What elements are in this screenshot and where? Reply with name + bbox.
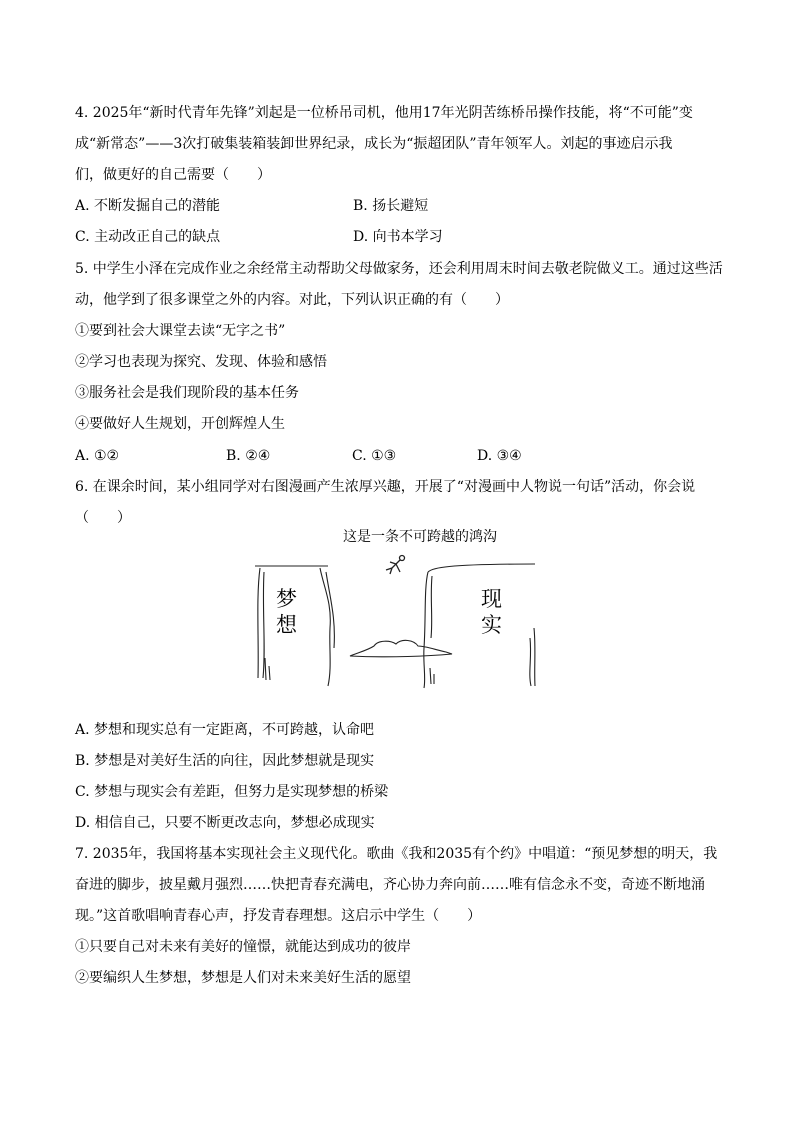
q5-option-a[interactable]: A. ①② [75,448,120,464]
cartoon-caption: 这是一条不可跨越的鸿沟 [343,529,497,545]
q4-options-row-1 [75,197,429,215]
cartoon-figure [250,528,550,693]
q4-option-a[interactable]: A. 不断发掘自己的潜能 [75,198,221,214]
q7-statement-2: ②要编织人生梦想，梦想是人们对未来美好生活的愿望 [75,970,411,986]
q6-stem-line-2: （ ） [75,510,131,526]
q5-stem-line-2: 动，他学到了很多课堂之外的内容。对此，下列认识正确的有（ ） [75,292,509,308]
cartoon-left-label [276,586,297,638]
right-cliff [424,564,535,688]
q6-option-b[interactable]: B. 梦想是对美好生活的向往，因此梦想就是现实 [75,753,375,769]
q6-option-d[interactable]: D. 相信自己，只要不断更改志向，梦想必成现实 [75,815,375,831]
q4-stem-line-1: 4. 2025年“新时代青年先锋”刘起是一位桥吊司机，他用17年光阴苦练桥吊操作技能，将“不可能”变 [75,105,693,121]
dream-char-1: 梦 [276,587,297,611]
q5-options-row [75,447,535,465]
q5-statement-4: ④要做好人生规划，开创辉煌人生 [75,416,285,432]
dream-char-2: 想 [276,613,297,637]
q4-option-b[interactable]: B. 扬长避短 [353,198,429,214]
q4-options-row-2 [75,228,443,246]
q7-stem-line-3: 现。”这首歌唱响青春心声，抒发青春理想。这启示中学生（ ） [75,908,482,924]
q5-statement-3: ③服务社会是我们现阶段的基本任务 [75,385,299,401]
q5-option-b[interactable]: B. ②④ [226,448,271,464]
cloud [350,640,452,656]
q6-option-a[interactable]: A. 梦想和现实总有一定距离，不可跨越，认命吧 [75,722,375,738]
jumping-figure [386,556,405,575]
q5-statement-1: ①要到社会大课堂去读“无字之书” [75,323,286,339]
q7-stem-line-1: 7. 2035年，我国将基本实现社会主义现代化。歌曲《我和2035有个约》中唱道：“预见梦想的明天，我 [75,846,718,862]
q5-statement-2: ②学习也表现为探究、发现、体验和感悟 [75,354,327,370]
q4-option-c[interactable]: C. 主动改正自己的缺点 [75,229,221,245]
q6-stem-line-1: 6. 在课余时间，某小组同学对右图漫画产生浓厚兴趣，开展了“对漫画中人物说一句话”活动，你会说 [75,479,696,495]
q4-stem-line-2: 成“新常态”——3次打破集装箱装卸世界纪录，成长为“振超团队”青年领军人。刘起的事迹启示我 [75,136,673,152]
q6-option-c[interactable]: C. 梦想与现实会有差距，但努力是实现梦想的桥梁 [75,784,389,800]
reality-char-1: 现 [481,587,502,611]
q5-option-d[interactable]: D. ③④ [477,448,522,464]
q7-stem-line-2: 奋进的脚步，披星戴月强烈……快把青春充满电，齐心协力奔向前……唯有信念永不变，奇迹不断地涌 [75,877,705,893]
q5-option-c[interactable]: C. ①③ [352,448,397,464]
q7-statement-1: ①只要自己对未来有美好的憧憬，就能达到成功的彼岸 [75,939,411,955]
reality-char-2: 实 [481,613,502,637]
q4-stem-line-3: 们，做更好的自己需要（ ） [75,167,271,183]
q5-stem-line-1: 5. 中学生小泽在完成作业之余经常主动帮助父母做家务，还会利用周末时间去敬老院做义工。通过这些活 [75,261,723,277]
q4-option-d[interactable]: D. 向书本学习 [353,229,443,245]
cartoon-right-label [481,586,502,638]
